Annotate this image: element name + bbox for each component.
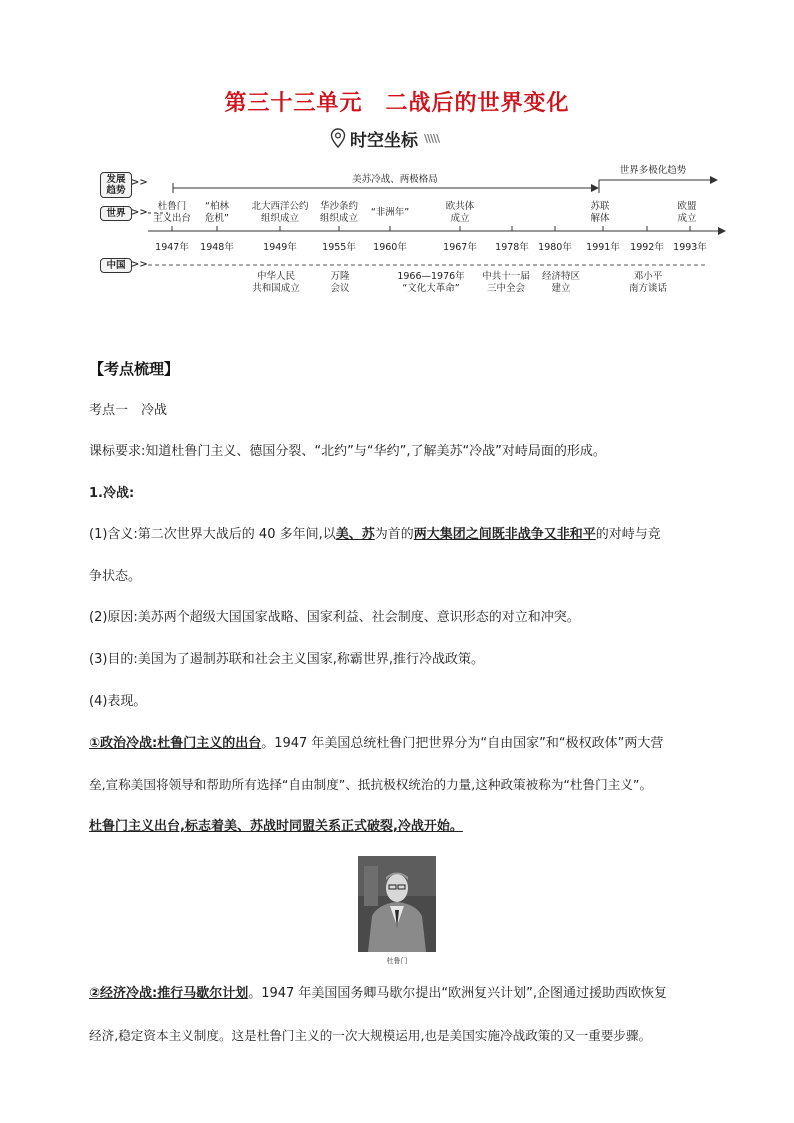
year-label: 1993年 [673,242,707,253]
year-label: 1978年 [495,242,529,253]
emphasis: ①政治冷战:杜鲁门主义的出台 [89,736,262,751]
year-label: 1967年 [443,242,477,253]
emphasis: 两大集团之间既非战争又非和平 [413,527,596,542]
world-event: “柏林 危机” [205,201,229,224]
world-event: 苏联 解体 [590,201,610,224]
year-label: 1980年 [538,242,572,253]
page-title: 第三十三单元 二战后的世界变化 [224,91,570,116]
requirement-line: 课标要求:知道杜鲁门主义、德国分裂、“北约”与“华约”,了解美苏“冷战”对峙局面的形成。 [89,444,606,459]
text: 。1947 年美国国务卿马歇尔提出“欧洲复兴计划”,企图通过援助西欧恢复 [248,986,668,1001]
year-label: 1992年 [630,242,664,253]
paragraph-economic-cont: 经济,稳定资本主义制度。这是杜鲁门主义的一次大规模运用,也是美国实施冷战政策的又一重要步骤。 [89,1028,652,1043]
china-event: 经济特区 建立 [541,271,580,294]
china-event: 中共十一届 三中全会 [482,271,530,294]
paragraph-political-cont: 垒,宣称美国将领导和帮助所有选择“自由制度”、抵抗极权统治的力量,这种政策被称为“杜鲁门主义”。 [89,777,653,792]
paragraph-definition [89,526,714,544]
year-label: 1947年 [155,242,189,253]
photo-caption: 杜鲁门 [386,957,408,965]
chevron-china-icon: >> [131,259,148,270]
text: 的对峙与竞 [595,527,661,542]
world-event: 杜鲁门 主义出台 [152,201,191,224]
chevron-trend-icon: >> [131,177,148,188]
paragraph-political [89,735,714,753]
paragraph-reason: (2)原因:美苏两个超级大国国家战略、国家利益、社会制度、意识形态的对立和冲突。 [89,610,580,625]
topic-line: 考点一 冷战 [89,403,168,418]
world-event: 欧盟 成立 [677,201,697,224]
paragraph-economic [89,985,714,1003]
trend-cold-war: 美苏冷战、两极格局 [352,174,438,185]
paragraph-manifestation: (4)表现。 [89,694,147,709]
paragraph-definition-cont: 争状态。 [89,569,142,584]
subtitle-text: 时空坐标 [350,130,418,151]
world-event: 欧共体 成立 [445,201,475,224]
truman-photo [358,856,436,952]
year-label: 1949年 [263,242,297,253]
text: (1)含义:第二次世界大战后的 40 多年间,以 [89,527,336,542]
row-label-trend: 发展 趋势 [100,172,132,198]
row-label-china: 中国 [100,258,132,273]
portrait-image [358,856,436,952]
china-event: 邓小平 南方谈话 [628,271,667,294]
text: 。1947 年美国总统杜鲁门把世界分为“自由国家”和“极权政体”两大营 [261,736,664,751]
year-label: 1955年 [322,242,356,253]
china-event: 中华人民 共和国成立 [252,271,300,294]
emphasis: ②经济冷战:推行马歇尔计划 [89,986,249,1001]
paragraph-truman-significance: 杜鲁门主义出台,标志着美、苏战时同盟关系正式破裂,冷战开始。 [89,819,463,834]
chevron-world-icon: >> [131,207,148,218]
text: 为首的 [374,527,414,542]
emphasis: 美、苏 [335,527,375,542]
world-event: “非洲年” [370,207,410,218]
year-label: 1991年 [586,242,620,253]
year-label: 1960年 [373,242,407,253]
trend-multipolar: 世界多极化趋势 [619,165,687,176]
paragraph-purpose: (3)目的:美国为了遏制苏联和社会主义国家,称霸世界,推行冷战政策。 [89,652,485,667]
row-label-world: 世界 [100,206,132,221]
china-event: 1966—1976年 “文化大革命” [397,271,465,294]
china-event: 万隆 会议 [330,271,350,294]
world-event: 华沙条约 组织成立 [319,201,358,224]
heading-cold-war: 1.冷战: [89,486,135,501]
world-event: 北大西洋公约 组织成立 [251,201,309,224]
section-heading: 【考点梳理】 [89,360,180,378]
hatch-decoration: \\\\\ [424,131,440,145]
year-label: 1948年 [200,242,234,253]
